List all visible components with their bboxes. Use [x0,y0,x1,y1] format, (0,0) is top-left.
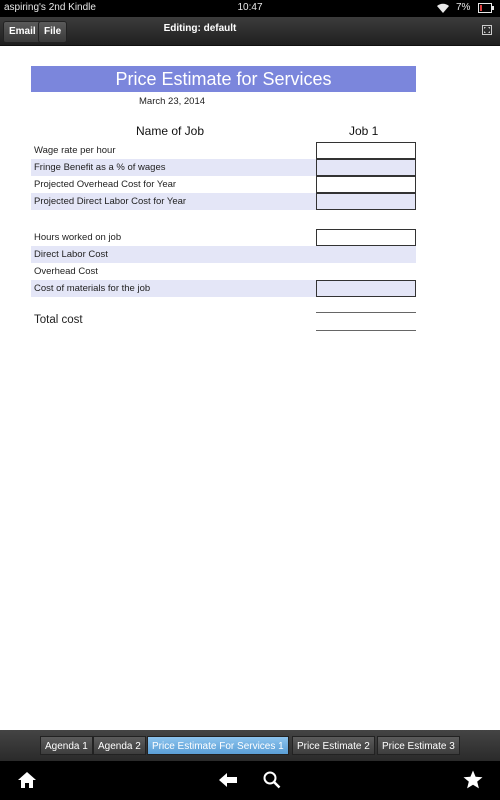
row-label: Overhead Cost [34,266,98,277]
battery-icon [478,3,494,13]
tab-price-estimate-for-services-1[interactable]: Price Estimate For Services 1 [147,736,289,755]
wifi-icon [436,2,450,14]
row-overhead-cost [31,263,416,280]
input-cell-wage-rate[interactable] [316,142,416,159]
row-label: Wage rate per hour [34,145,116,156]
row-label: Fringe Benefit as a % of wages [34,162,166,173]
battery-percent: 7% [456,2,471,13]
tab-agenda-1[interactable]: Agenda 1 [40,736,93,755]
total-cost-label: Total cost [34,314,83,326]
input-cell-projected-overhead[interactable] [316,176,416,193]
expand-icon[interactable] [482,25,492,35]
row-direct-labor-cost [31,246,416,263]
sheet-title: Price Estimate for Services [31,66,416,92]
document-title: Editing: default [163,23,237,34]
device-name: aspiring's 2nd Kindle [4,2,96,13]
row-label: Projected Direct Labor Cost for Year [34,196,187,207]
row-label: Direct Labor Cost [34,249,108,260]
favorites-star-icon[interactable] [463,770,483,789]
input-cell-projected-direct-labor[interactable] [316,193,416,210]
sheet-tab-bar [0,730,500,761]
column-header-job: Job 1 [349,124,379,138]
toolbar [0,17,500,46]
status-bar [0,0,500,17]
input-cell-fringe-benefit[interactable] [316,159,416,176]
total-bottom-rule [316,330,416,331]
tab-price-estimate-2[interactable]: Price Estimate 2 [292,736,375,755]
sheet-date: March 23, 2014 [139,96,206,107]
clock: 10:47 [237,2,263,13]
row-label: Hours worked on job [34,232,122,243]
search-icon[interactable] [263,771,281,789]
navigation-bar [0,761,500,800]
back-icon[interactable] [218,772,238,788]
home-icon[interactable] [17,771,37,789]
total-top-rule [316,312,416,313]
column-header-name: Name of Job [136,124,205,138]
input-cell-hours-worked[interactable] [316,229,416,246]
tab-price-estimate-3[interactable]: Price Estimate 3 [377,736,460,755]
spreadsheet[interactable] [0,46,500,730]
tab-agenda-2[interactable]: Agenda 2 [93,736,146,755]
input-cell-cost-of-materials[interactable] [316,280,416,297]
file-button[interactable]: File [38,21,67,43]
email-button[interactable]: Email [3,21,42,43]
row-label: Cost of materials for the job [34,283,151,294]
row-label: Projected Overhead Cost for Year [34,179,177,190]
